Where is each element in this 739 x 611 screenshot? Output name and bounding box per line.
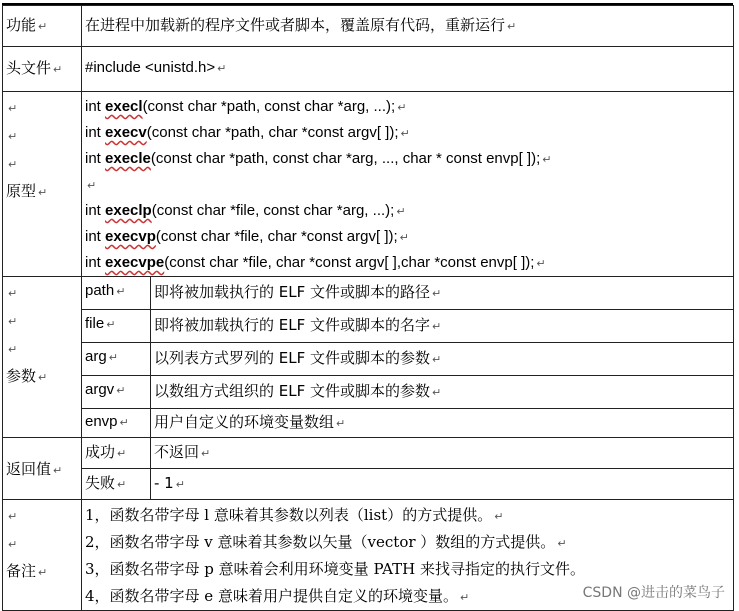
function-name: execvpe [105, 254, 165, 271]
return-type: int [85, 254, 106, 271]
return-mark: ↵ [397, 101, 407, 114]
return-mark: ↵ [8, 130, 18, 143]
return-mark: ↵ [38, 20, 48, 33]
item-description: 以数组方式组织的 ELF 文件或脚本的参数 [154, 382, 431, 400]
return-mark: ↵ [396, 205, 406, 218]
return-mark: ↵ [38, 186, 48, 199]
item-name: file [85, 315, 105, 332]
return-mark: ↵ [38, 371, 48, 384]
return-mark: ↵ [336, 417, 346, 430]
note-line [85, 529, 730, 556]
csdn-watermark: CSDN @进击的菜鸟子 [582, 585, 725, 601]
row-prototype [3, 92, 734, 277]
return-mark: ↵ [542, 153, 552, 166]
parameter-list: (const char *file, char *const argv[ ],char *const envp[ ]); [164, 254, 535, 271]
return-mark: ↵ [53, 464, 63, 477]
function-label-cell [3, 6, 82, 47]
return-row [3, 469, 734, 500]
item-description: 即将被加载执行的 ELF 文件或脚本的路径 [154, 283, 431, 301]
return-desc [151, 438, 734, 469]
return-mark: ↵ [116, 384, 126, 397]
notes-label-cell [3, 500, 82, 611]
return-mark: ↵ [8, 287, 18, 300]
blank-line [85, 172, 730, 198]
return-mark: ↵ [119, 416, 129, 429]
item-name: 成功 [85, 443, 116, 461]
return-row [3, 438, 734, 469]
return-mark: ↵ [432, 386, 442, 399]
parameter-list: (const char *file, char *const argv[ ]); [155, 228, 398, 245]
prototype-execl [85, 94, 730, 120]
row-header-file [3, 47, 734, 92]
param-desc [151, 376, 734, 409]
include-directive: #include <unistd.h> [85, 59, 216, 76]
return-mark: ↵ [106, 318, 116, 331]
param-row [3, 409, 734, 438]
params-label-cell [3, 277, 82, 438]
return-type: int [85, 98, 106, 115]
item-description: - 1 [154, 474, 174, 492]
parameter-list: (const char *path, char *const argv[ ]); [146, 124, 399, 141]
return-mark: ↵ [175, 478, 185, 491]
param-name [82, 310, 151, 343]
return-mark: ↵ [400, 127, 410, 140]
return-mark: ↵ [201, 447, 211, 460]
function-description: 在进程中加载新的程序文件或者脚本，覆盖原有代码，重新运行 [85, 16, 506, 34]
param-row [3, 376, 734, 409]
param-name [82, 277, 151, 310]
return-mark: ↵ [507, 20, 517, 33]
return-type: int [85, 124, 106, 141]
item-name: path [85, 282, 115, 299]
param-desc [151, 409, 734, 438]
return-mark: ↵ [399, 231, 409, 244]
return-mark: ↵ [53, 63, 63, 76]
item-description: 用户自定义的环境变量数组 [154, 413, 335, 431]
return-mark: ↵ [217, 62, 227, 75]
param-desc [151, 277, 734, 310]
return-mark: ↵ [8, 510, 18, 523]
return-type: int [85, 228, 106, 245]
return-mark: ↵ [536, 257, 546, 270]
header-label-cell [3, 47, 82, 92]
note-text: 1，函数名带字母 l 意味着其参数以列表（list）的方式提供。 [85, 506, 493, 524]
note-text: 3，函数名带字母 p 意味着会利用环境变量 PATH 来找寻指定的执行文件。 [85, 560, 586, 578]
note-line [85, 556, 730, 583]
function-label: 功能 [6, 16, 37, 34]
param-name [82, 409, 151, 438]
prototype-execlp [85, 198, 730, 224]
item-description: 不返回 [154, 443, 200, 461]
item-name: arg [85, 348, 107, 365]
return-mark: ↵ [117, 447, 127, 460]
header-value-cell [82, 47, 734, 92]
function-name: execlp [105, 202, 152, 219]
function-value-cell [82, 6, 734, 47]
param-desc [151, 310, 734, 343]
notes-label: 备注 [6, 562, 37, 580]
item-description: 即将被加载执行的 ELF 文件或脚本的名字 [154, 316, 431, 334]
parameter-list: (const char *path, const char *arg, ...); [142, 98, 396, 115]
param-name [82, 376, 151, 409]
row-function [3, 6, 734, 47]
return-mark: ↵ [8, 343, 18, 356]
return-case [82, 469, 151, 500]
prototype-label-cell [3, 92, 82, 277]
function-name: execl [105, 98, 143, 115]
prototype-list [82, 92, 734, 277]
return-mark: ↵ [8, 315, 18, 328]
parameter-list: (const char *path, const char *arg, ..., char * const envp[ ]); [150, 150, 541, 167]
return-mark: ↵ [8, 158, 18, 171]
param-desc [151, 343, 734, 376]
param-row [3, 343, 734, 376]
item-name: 失败 [85, 474, 116, 492]
return-mark: ↵ [117, 478, 127, 491]
return-type: int [85, 202, 106, 219]
return-mark: ↵ [459, 591, 470, 604]
return-type: int [85, 150, 106, 167]
returns-label-cell [3, 438, 82, 500]
return-mark: ↵ [494, 510, 504, 523]
prototype-execvpe [85, 250, 730, 276]
returns-label: 返回值 [6, 460, 52, 478]
prototype-execvp [85, 224, 730, 250]
function-name: execv [105, 124, 147, 141]
prototype-execv [85, 120, 730, 146]
return-mark: ↵ [8, 102, 18, 115]
return-mark: ↵ [432, 353, 442, 366]
return-mark: ↵ [87, 179, 97, 192]
params-label: 参数 [6, 367, 37, 385]
item-name: argv [85, 381, 115, 398]
return-mark: ↵ [116, 285, 126, 298]
return-desc [151, 469, 734, 500]
return-mark: ↵ [8, 538, 18, 551]
note-line [85, 502, 730, 529]
prototype-execle [85, 146, 730, 172]
item-description: 以列表方式罗列的 ELF 文件或脚本的参数 [154, 349, 431, 367]
note-text: 2，函数名带字母 v 意味着其参数以矢量（vector ）数组的方式提供。 [85, 533, 556, 551]
param-name [82, 343, 151, 376]
return-case [82, 438, 151, 469]
return-mark: ↵ [557, 537, 567, 550]
return-mark: ↵ [38, 566, 48, 579]
item-name: envp [85, 413, 118, 430]
return-mark: ↵ [108, 351, 118, 364]
parameter-list: (const char *file, const char *arg, ...); [151, 202, 395, 219]
param-row [3, 277, 734, 310]
return-mark: ↵ [432, 320, 442, 333]
note-text: 4，函数名带字母 e 意味着用户提供自定义的环境变量。 [85, 587, 458, 605]
function-name: execle [105, 150, 151, 167]
exec-family-table [2, 5, 734, 611]
function-name: execvp [105, 228, 156, 245]
prototype-label: 原型 [6, 182, 37, 200]
header-label: 头文件 [6, 59, 52, 77]
return-mark: ↵ [432, 287, 442, 300]
param-row [3, 310, 734, 343]
